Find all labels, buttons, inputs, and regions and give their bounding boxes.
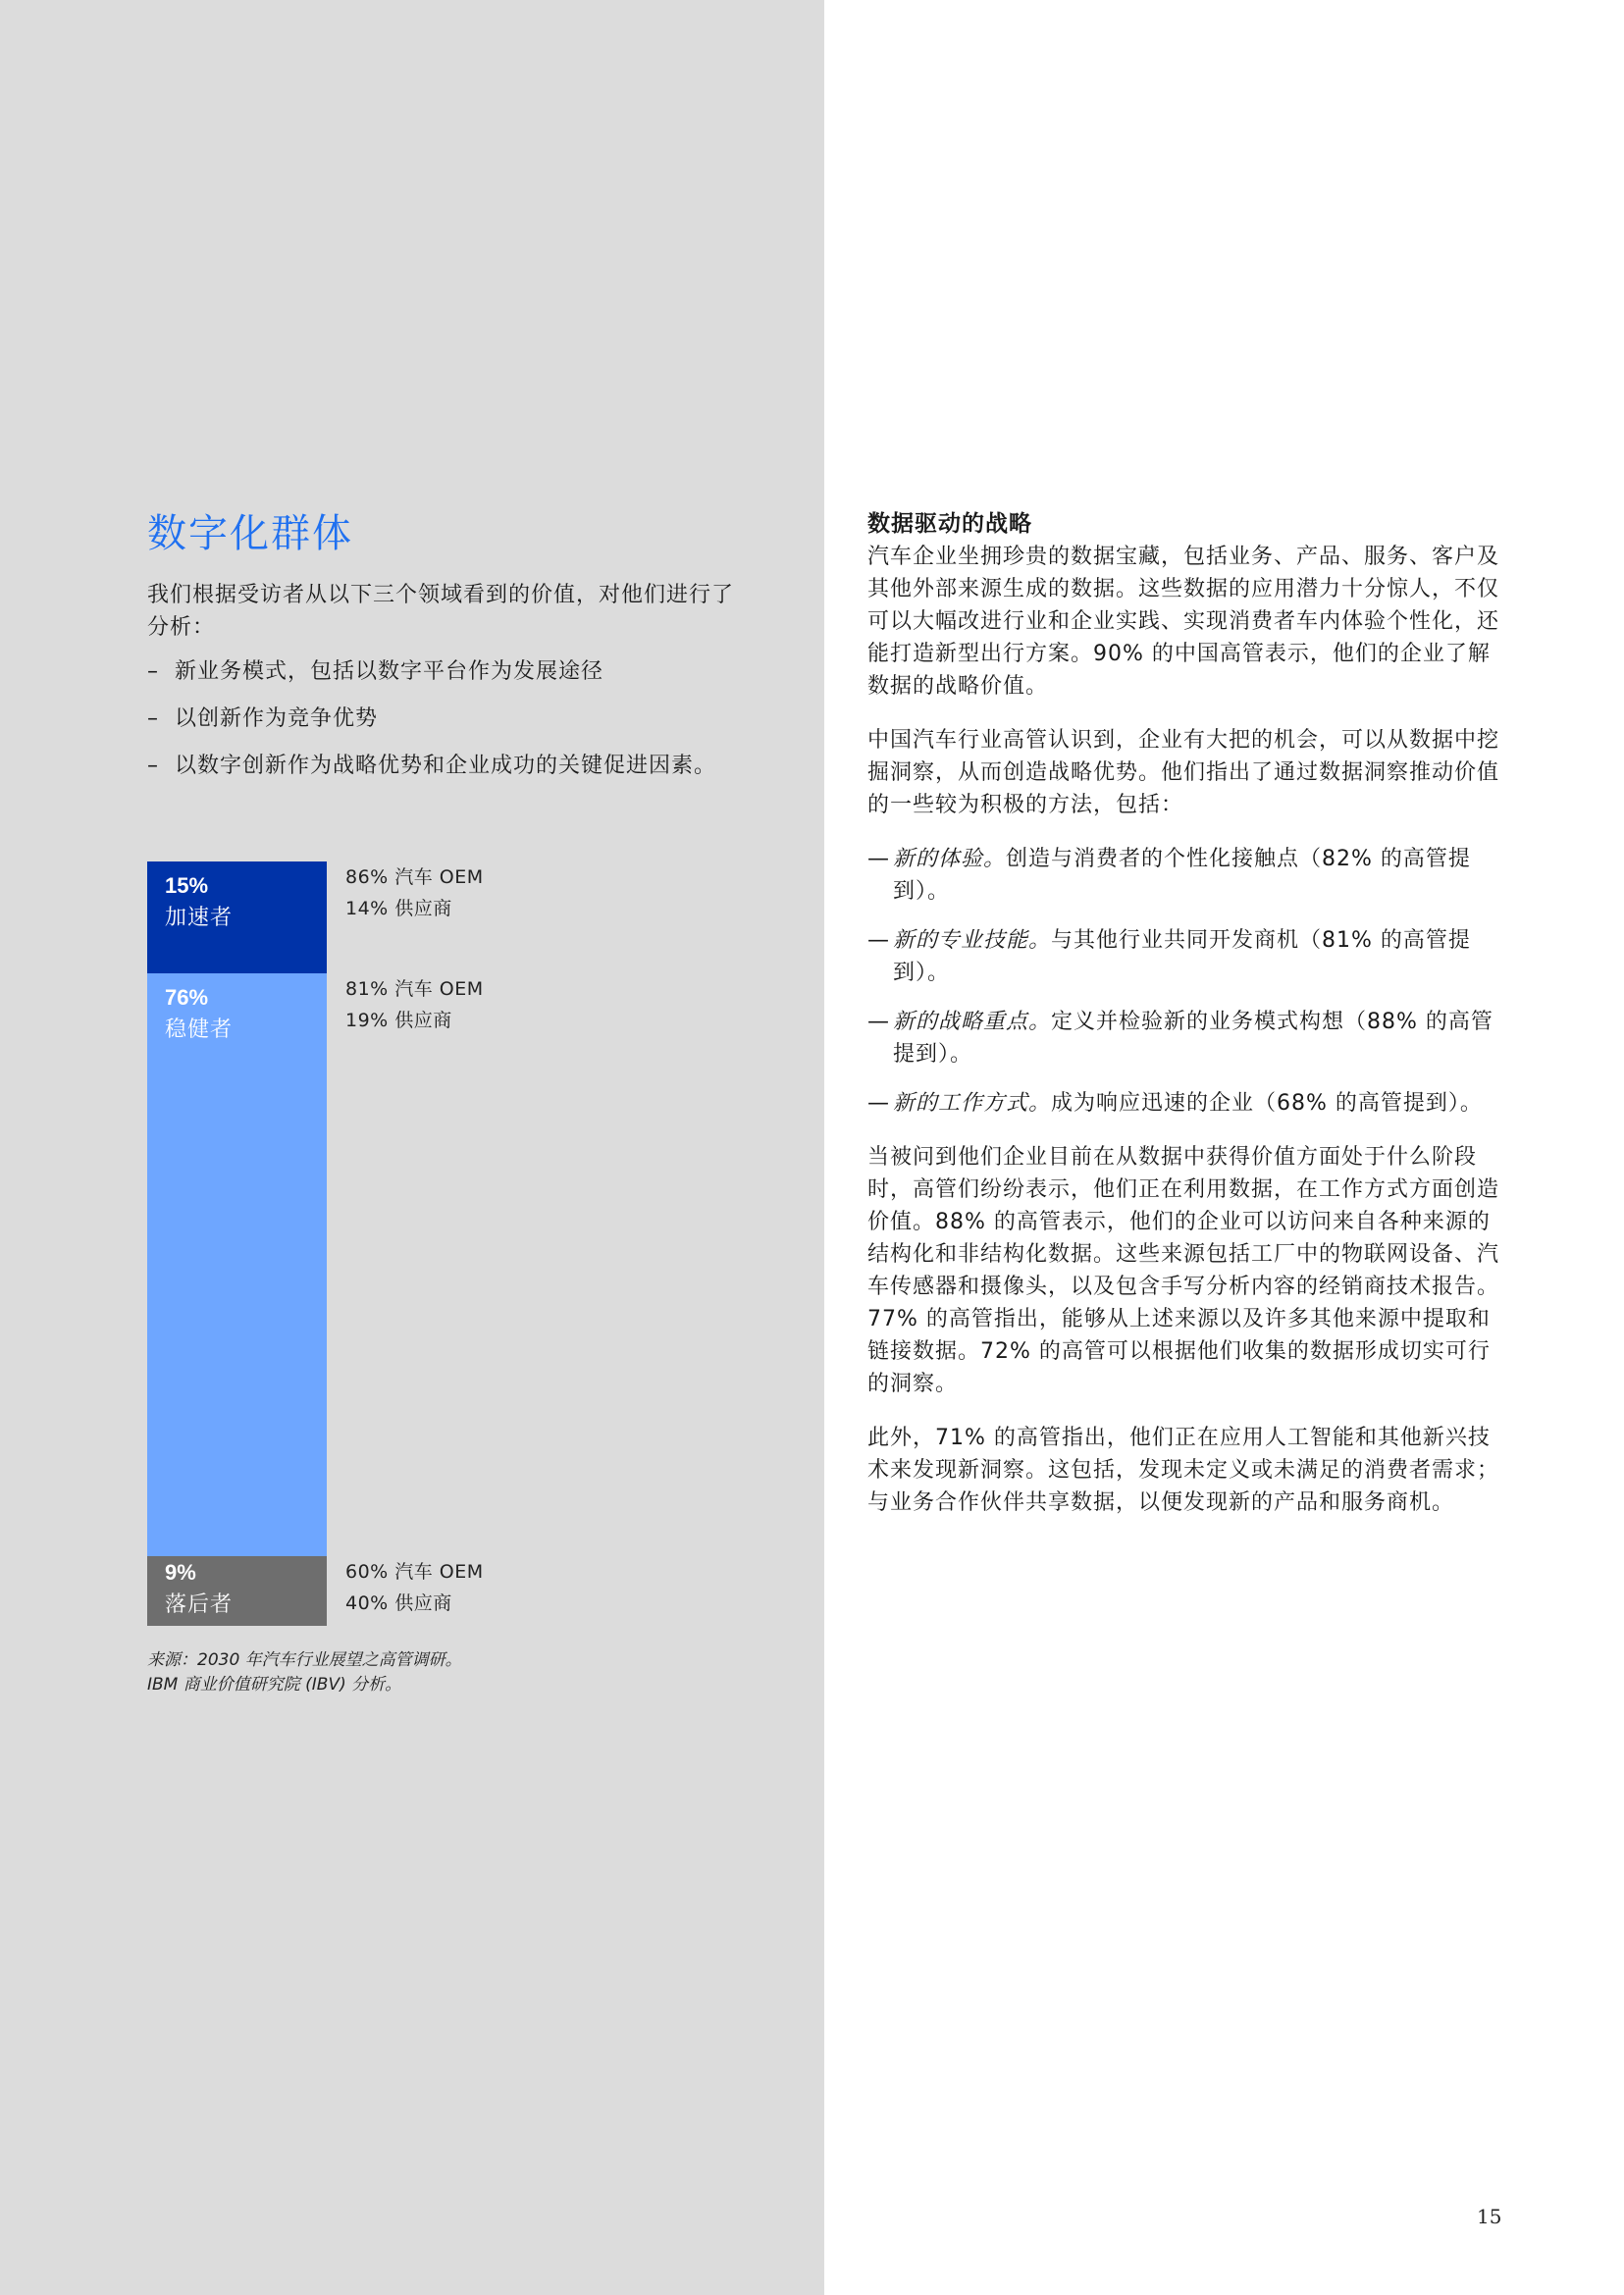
list-item: — 新的体验。创造与消费者的个性化接触点（82% 的高管提到）。 (867, 843, 1505, 908)
item-label: 新的专业技能。 (893, 928, 1052, 953)
main-text-column (867, 508, 1505, 1540)
segment-percent: 9% (165, 1560, 196, 1585)
paragraph: 当被问到他们企业目前在从数据中获得价值方面处于什么阶段时，高管们纷纷表示，他们正在利用数据，在工作方式方面创造价值。88% 的高管表示，他们的企业可以访问来自各种来源的结构化和非结构化数据。这些来源包括工厂中的物联网设备、汽车传感器和摄像头，以及包含手写分析内容的经销商技术报告。77% 的高管指出，能够从上述来源以及许多其他来源中提取和链接数据。72% 的高管可以根据他们收集的数据形成切实可行的洞察。 (867, 1145, 1500, 1396)
dash-marker: — (867, 1010, 890, 1034)
chart-source-note: 来源：2030 年汽车行业展望之高管调研。 IBM 商业价值研究院 (IBV) 分析。 (147, 1650, 462, 1695)
list-item: – 以数字创新作为战略优势和企业成功的关键促进因素。 (147, 750, 756, 782)
paragraph: 中国汽车行业高管认识到，企业有大把的机会，可以从数据中挖掘洞察，从而创造战略优势。他们指出了通过数据洞察推动价值的一些较为积极的方法，包括： (867, 728, 1500, 817)
segment-breakdown-laggards: 60% 汽车 OEM 40% 供应商 (345, 1561, 484, 1614)
segment-breakdown-steady: 81% 汽车 OEM 19% 供应商 (345, 978, 484, 1031)
segment-breakdown-accelerators: 86% 汽车 OEM 14% 供应商 (345, 866, 484, 919)
segment-name: 落后者 (165, 1592, 234, 1617)
page-number: 15 (1477, 2205, 1502, 2228)
paragraph: 汽车企业坐拥珍贵的数据宝藏，包括业务、产品、服务、客户及其他外部来源生成的数据。这些数据的应用潜力十分惊人，不仅可以大幅改进行业和企业实践、实现消费者车内体验个性化，还能打造新型出行方案。90% 的中国高管表示，他们的企业了解数据的战略价值。 (867, 545, 1500, 699)
dash-marker: — (867, 1091, 890, 1116)
approaches-list (867, 843, 1505, 1120)
segment-percent: 15% (165, 873, 209, 898)
list-item: — 新的战略重点。定义并检验新的业务模式构想（88% 的高管提到）。 (867, 1006, 1505, 1070)
dash-marker: – (147, 754, 159, 778)
segment-percent: 76% (165, 985, 209, 1010)
segment-name: 稳健者 (165, 1017, 234, 1042)
list-item: — 新的工作方式。成为响应迅速的企业（68% 的高管提到）。 (867, 1087, 1505, 1120)
bar-segment-laggards (147, 1556, 327, 1626)
intro-paragraph: 我们根据受访者从以下三个领域看到的价值，对他们进行了分析： (147, 583, 735, 640)
dash-marker: – (147, 659, 159, 684)
item-label: 新的战略重点。 (893, 1010, 1052, 1034)
segment-name: 加速者 (165, 906, 234, 930)
list-item: – 以创新作为竞争优势 (147, 703, 756, 735)
item-label: 新的体验。 (893, 847, 1007, 871)
bar-segment-accelerators (147, 861, 327, 973)
dash-marker: — (867, 928, 890, 953)
dash-marker: — (867, 847, 890, 871)
bar-segment-steady (147, 973, 327, 1556)
list-item: — 新的专业技能。与其他行业共同开发商机（81% 的高管提到）。 (867, 924, 1505, 989)
paragraph: 此外，71% 的高管指出，他们正在应用人工智能和其他新兴技术来发现新洞察。这包括，发现未定义或未满足的消费者需求；与业务合作伙伴共享数据，以便发现新的产品和服务商机。 (867, 1426, 1500, 1515)
section-heading: 数据驱动的战略 (867, 511, 1032, 537)
section-title: 数字化群体 (147, 511, 353, 556)
value-areas-list (147, 655, 756, 797)
list-item: – 新业务模式，包括以数字平台作为发展途径 (147, 655, 756, 688)
item-label: 新的工作方式。 (893, 1091, 1052, 1116)
dash-marker: – (147, 706, 159, 731)
